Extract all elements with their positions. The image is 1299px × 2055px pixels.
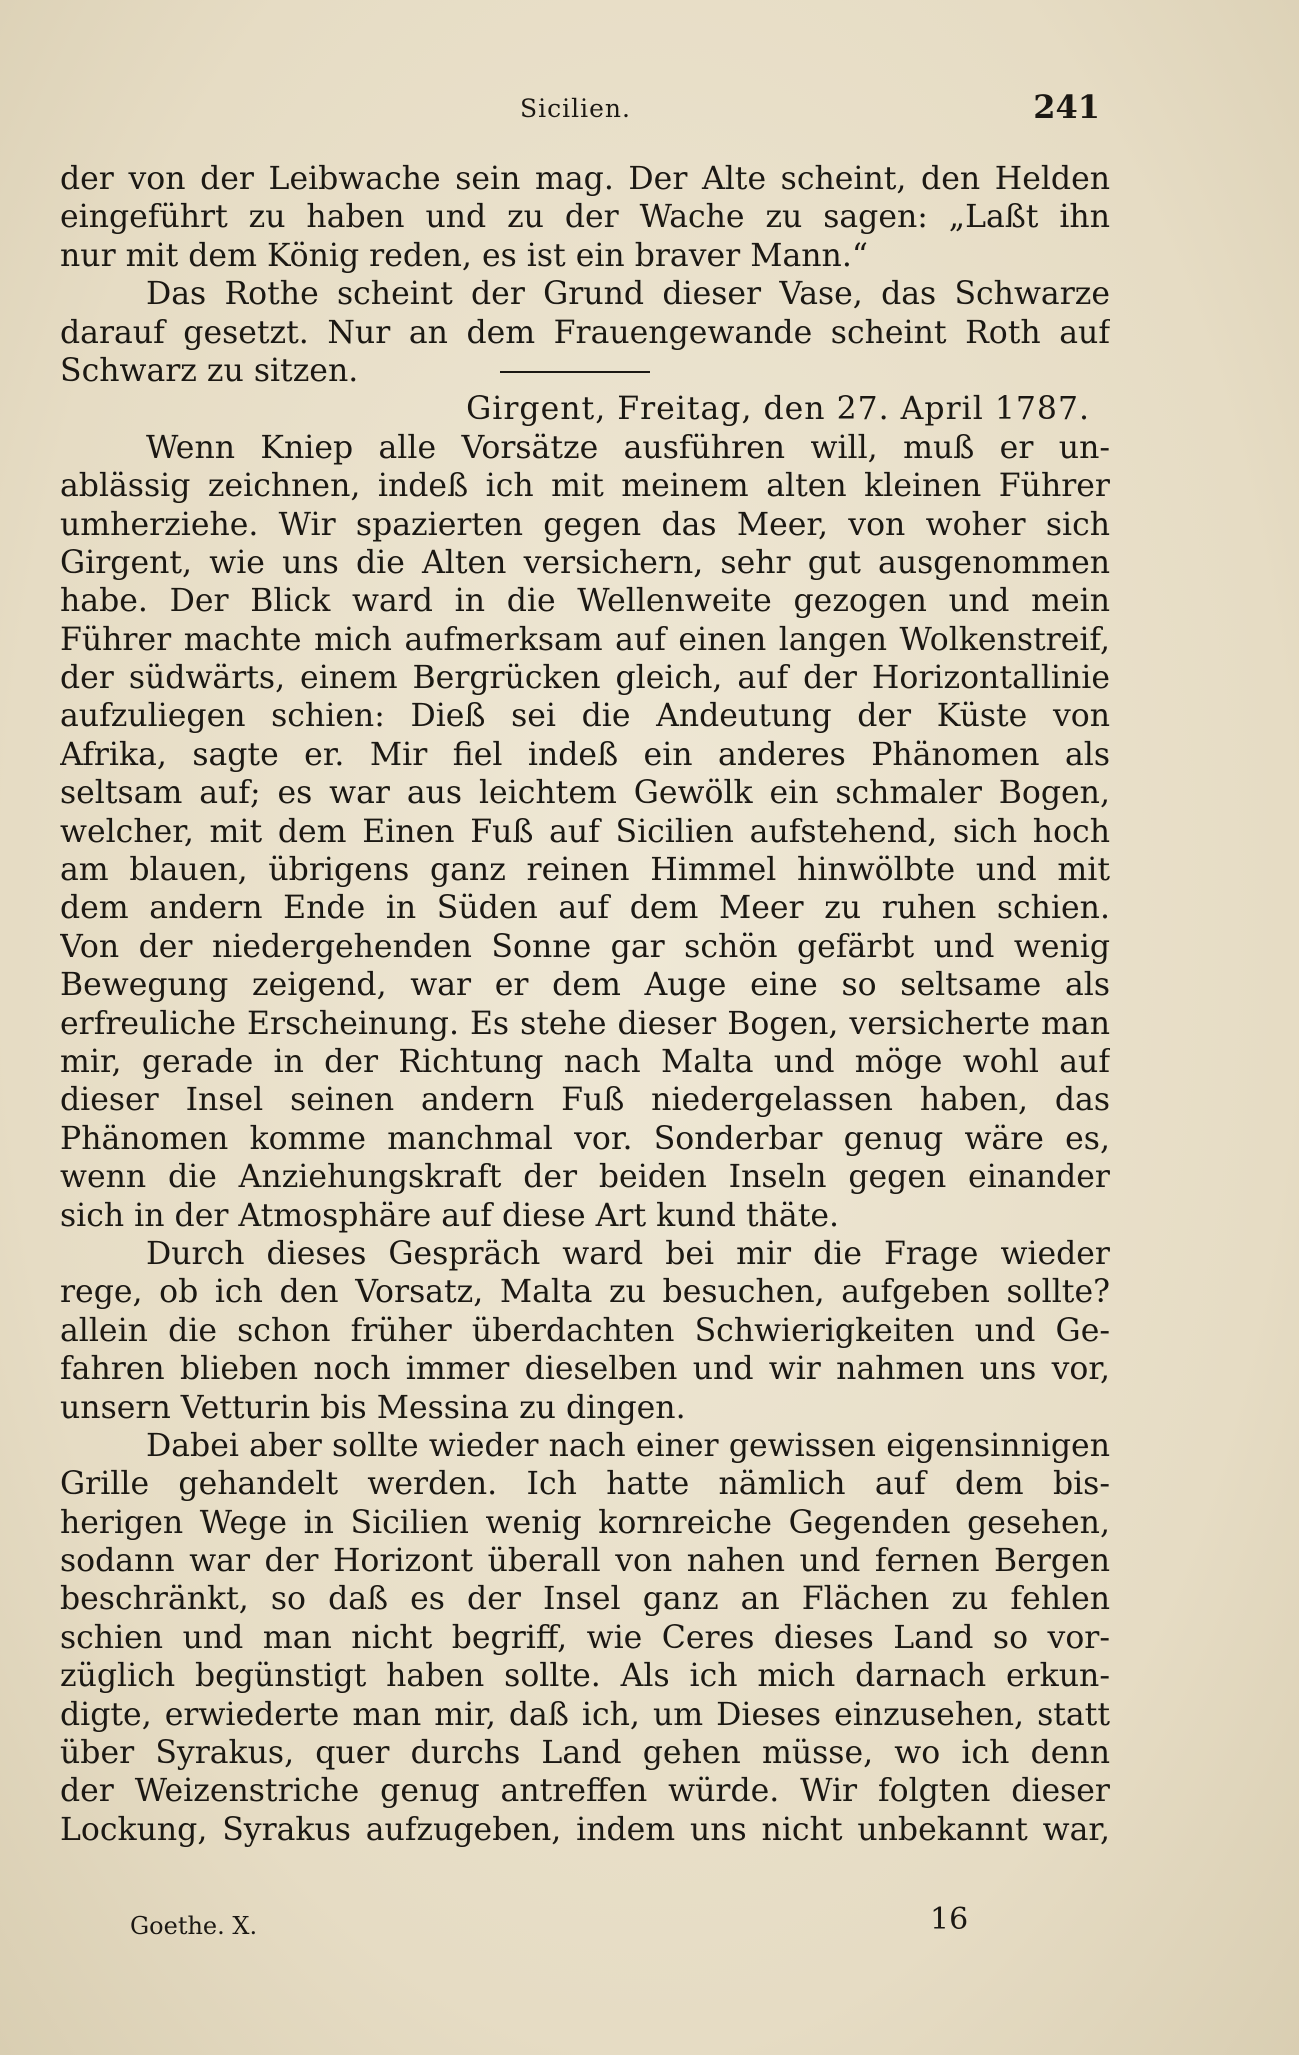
- text-line: Wenn Kniep alle Vorsätze ausführen will, muß er un-: [146, 429, 1110, 466]
- text-line: seltsam auf; es war aus leichtem Gewölk ein schmaler Bogen,: [60, 775, 1110, 812]
- text-line: eingeführt zu haben und zu der Wache zu sagen: „Laßt ihn: [60, 199, 1110, 236]
- page-number: 241: [1033, 88, 1100, 126]
- text-line: der von der Leibwache sein mag. Der Alte scheint, den Helden: [60, 161, 1110, 197]
- text-line: der Weizenstriche genug antreffen würde. Wir folgten dieser: [60, 1773, 1110, 1810]
- text-line: Durch dieses Gespräch ward bei mir die Frage wieder: [146, 1235, 1110, 1272]
- text-line: rege, ob ich den Vorsatz, Malta zu besuchen, aufgeben sollte?: [60, 1274, 1110, 1311]
- text-line-with-rule: [60, 352, 1110, 390]
- text-line: unsern Vetturin bis Messina zu dingen.: [60, 1389, 686, 1426]
- text-line: Girgent, wie uns die Alten versichern, sehr gut ausgenommen: [60, 544, 1110, 581]
- signature-mark: Goethe. X.: [130, 1912, 258, 1940]
- text-line: beschränkt, so daß es der Insel ganz an Flächen zu fehlen: [60, 1581, 1110, 1618]
- page-header: [60, 88, 1100, 128]
- text-line: Führer machte mich aufmerksam auf einen langen Wolkenstreif,: [60, 621, 1110, 658]
- signature-number: 16: [930, 1902, 969, 1937]
- text-line: Von der niedergehenden Sonne gar schön gefärbt und wenig: [60, 928, 1110, 965]
- page-footer: [60, 1902, 1120, 1942]
- text-line: digte, erwiederte man mir, daß ich, um Dieses einzusehen, statt: [60, 1696, 1110, 1733]
- text-line: Dabei aber sollte wieder nach einer gewissen eigensinnigen: [146, 1427, 1110, 1464]
- text-line: fahren blieben noch immer dieselben und wir nahmen uns vor,: [60, 1351, 1110, 1388]
- text-line: Lockung, Syrakus aufzugeben, indem uns nicht unbekannt war,: [60, 1811, 1110, 1848]
- text-line: nur mit dem König reden, es ist ein braver Mann.“: [60, 237, 868, 274]
- text-line: Bewegung zeigend, war er dem Auge eine so seltsame als: [60, 967, 1110, 1004]
- text-line: mir, gerade in der Richtung nach Malta und möge wohl auf: [60, 1043, 1110, 1080]
- text-line: Afrika, sagte er. Mir fiel indeß ein anderes Phänomen als: [60, 736, 1110, 773]
- text-line: Das Rothe scheint der Grund dieser Vase, das Schwarze: [146, 276, 1110, 313]
- text-line: schien und man nicht begriff, wie Ceres dieses Land so vor-: [60, 1619, 1110, 1656]
- text-line: der südwärts, einem Bergrücken gleich, auf der Horizontallinie: [60, 660, 1110, 697]
- dateline: Girgent, Freitag, den 27. April 1787.: [466, 391, 1090, 428]
- text-line: erfreuliche Erscheinung. Es stehe dieser Bogen, versicherte man: [60, 1005, 1110, 1042]
- text-line: darauf gesetzt. Nur an dem Frauengewande scheint Roth auf: [60, 314, 1110, 351]
- text-line: allein die schon früher überdachten Schwierigkeiten und Ge-: [60, 1312, 1110, 1349]
- text-line: dem andern Ende in Süden auf dem Meer zu ruhen schien.: [60, 890, 1110, 927]
- text-line: welcher, mit dem Einen Fuß auf Sicilien aufstehend, sich hoch: [60, 813, 1110, 850]
- text-line: am blauen, übrigens ganz reinen Himmel hinwölbte und mit: [60, 852, 1110, 889]
- text-line: aufzuliegen schien: Dieß sei die Andeutung der Küste von: [60, 698, 1110, 735]
- text-line: sich in der Atmosphäre auf diese Art kund thäte.: [60, 1197, 840, 1234]
- body-text: [60, 160, 1110, 1849]
- text-line: umherziehe. Wir spazierten gegen das Meer, von woher sich: [60, 506, 1110, 543]
- section-divider: [500, 371, 650, 373]
- text-line: herigen Wege in Sicilien wenig kornreiche Gegenden gesehen,: [60, 1504, 1110, 1541]
- text-line: sodann war der Horizont überall von nahen und fernen Bergen: [60, 1543, 1110, 1580]
- text-line: züglich begünstigt haben sollte. Als ich mich darnach erkun-: [60, 1658, 1110, 1695]
- text-line: Schwarz zu sitzen.: [60, 352, 359, 389]
- text-line: wenn die Anziehungskraft der beiden Inseln gegen einander: [60, 1159, 1110, 1196]
- text-line: dieser Insel seinen andern Fuß niedergelassen haben, das: [60, 1082, 1110, 1119]
- text-line: Grille gehandelt werden. Ich hatte nämlich auf dem bis-: [60, 1466, 1110, 1503]
- text-line: über Syrakus, quer durchs Land gehen müsse, wo ich denn: [60, 1735, 1110, 1772]
- running-title: Sicilien.: [520, 94, 631, 123]
- text-line: Phänomen komme manchmal vor. Sonderbar genug wäre es,: [60, 1120, 1110, 1157]
- text-line: ablässig zeichnen, indeß ich mit meinem alten kleinen Führer: [60, 468, 1110, 505]
- text-line: habe. Der Blick ward in die Wellenweite gezogen und mein: [60, 583, 1110, 620]
